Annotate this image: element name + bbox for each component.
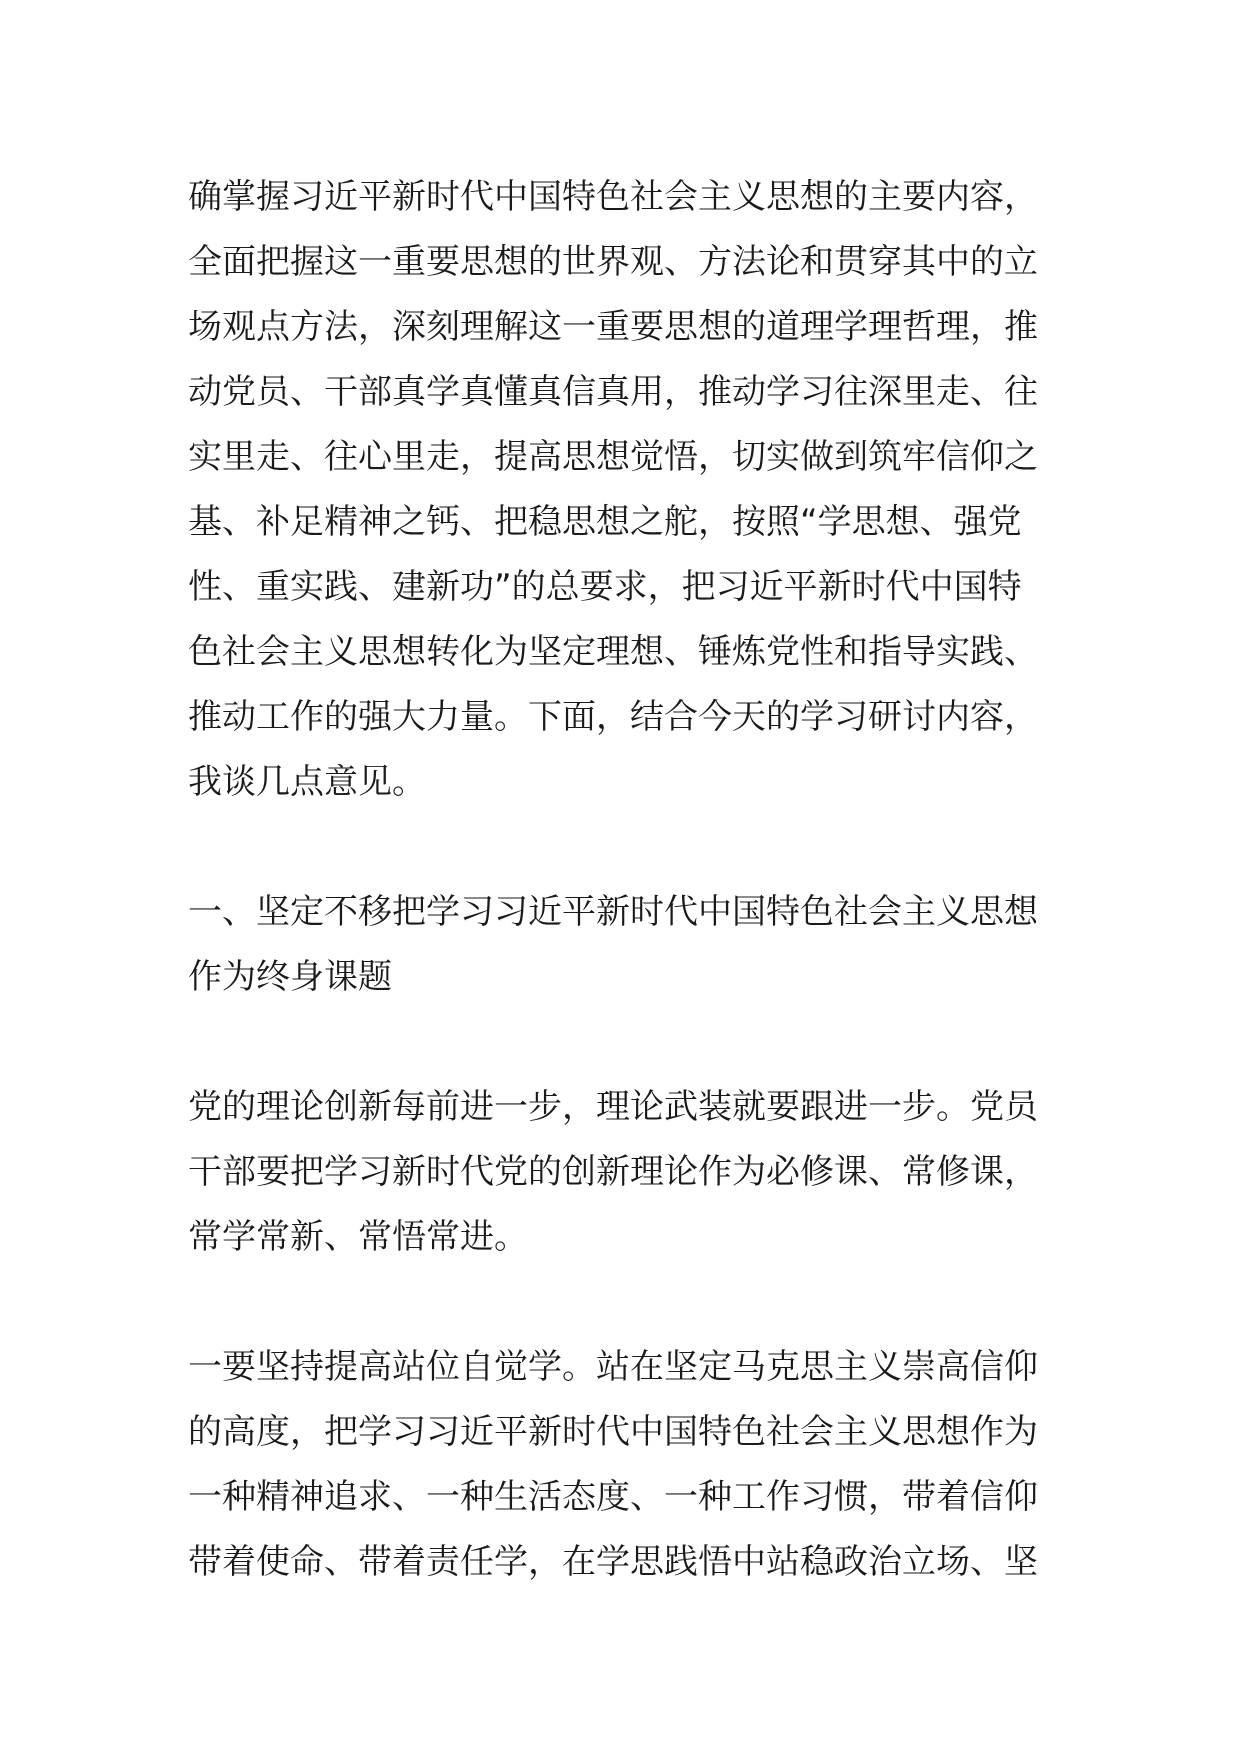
text-line: 动党员、干部真学真懂真信真用，推动学习往深里走、往 (188, 372, 1038, 412)
text-line: 一种精神追求、一种生活态度、一种工作习惯，带着信仰 (188, 1477, 1038, 1517)
text-line: 我谈几点意见。 (188, 762, 426, 802)
text-line: 基、补足精神之钙、把稳思想之舵，按照“学思想、强党 (188, 502, 1022, 542)
text-line: 干部要把学习新时代党的创新理论作为必修课、常修课， (188, 1152, 1038, 1192)
text-line: 确掌握习近平新时代中国特色社会主义思想的主要内容， (188, 177, 1038, 217)
text-line: 全面把握这一重要思想的世界观、方法论和贯穿其中的立 (188, 242, 1038, 282)
heading-line: 作为终身课题 (188, 957, 392, 997)
text-line: 推动工作的强大力量。下面，结合今天的学习研讨内容， (188, 697, 1038, 737)
text-line: 的高度，把学习习近平新时代中国特色社会主义思想作为 (188, 1412, 1038, 1452)
paragraph-three (188, 1335, 1063, 1595)
heading-line: 一、坚定不移把学习习近平新时代中国特色社会主义思想 (188, 892, 1038, 932)
text-line: 实里走、往心里走，提高思想觉悟，切实做到筑牢信仰之 (188, 437, 1038, 477)
paragraph-spacer (188, 1270, 1063, 1335)
text-line: 党的理论创新每前进一步，理论武装就要跟进一步。党员 (188, 1087, 1038, 1127)
text-line: 性、重实践、建新功”的总要求，把习近平新时代中国特 (188, 567, 1022, 607)
text-line: 一要坚持提高站位自觉学。站在坚定马克思主义崇高信仰 (188, 1347, 1038, 1387)
text-line: 常学常新、常悟常进。 (188, 1217, 528, 1257)
text-line: 带着使命、带着责任学，在学思践悟中站稳政治立场、坚 (188, 1542, 1038, 1582)
text-line: 场观点方法，深刻理解这一重要思想的道理学理哲理，推 (188, 307, 1038, 347)
section-heading (188, 880, 1063, 1010)
paragraph-two (188, 1075, 1063, 1270)
paragraph-intro (188, 165, 1063, 815)
text-line: 色社会主义思想转化为坚定理想、锤炼党性和指导实践、 (188, 632, 1038, 672)
document-body (188, 165, 1063, 1595)
paragraph-spacer (188, 815, 1063, 880)
paragraph-spacer (188, 1010, 1063, 1075)
